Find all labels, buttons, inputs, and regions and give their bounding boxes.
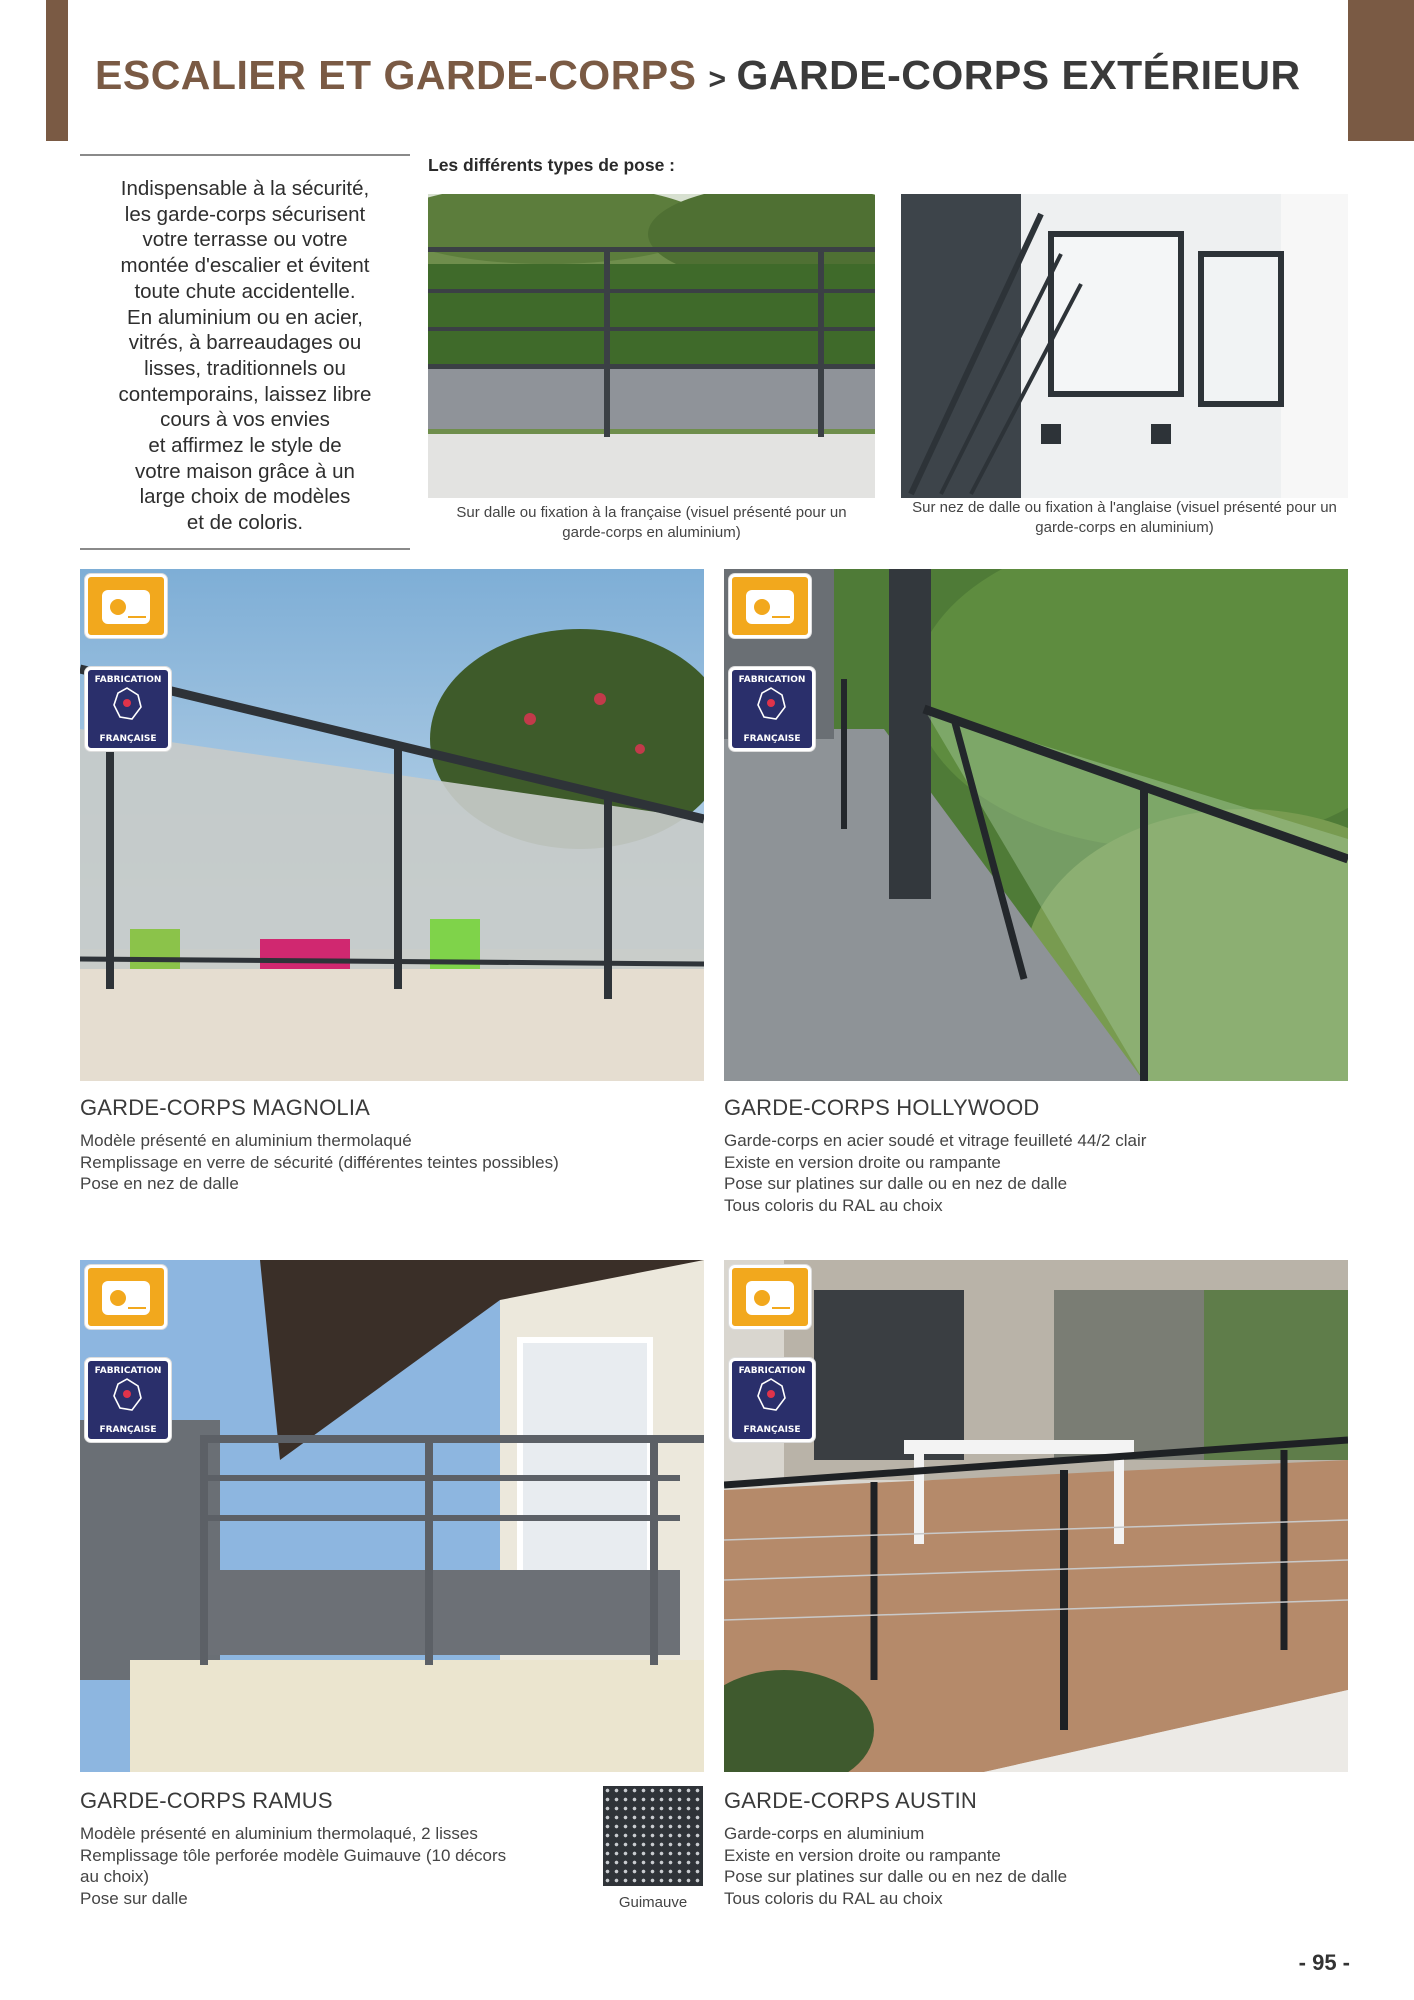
- badge-custom-size: [729, 574, 811, 638]
- badge-fabrication-francaise: [729, 667, 815, 751]
- badge-fab-line1: FABRICATION: [738, 675, 806, 685]
- swatch-guimauve: [603, 1786, 703, 1886]
- badge-fab-line2: FRANÇAISE: [88, 734, 168, 744]
- badge-fabrication-francaise: [85, 1358, 171, 1442]
- page-title: [95, 52, 1301, 112]
- product-photo-hollywood: [724, 569, 1348, 1081]
- title-subcategory: GARDE-CORPS EXTÉRIEUR: [736, 52, 1301, 98]
- badge-fab-line2: FRANÇAISE: [732, 734, 812, 744]
- france-map-icon: [756, 1378, 786, 1412]
- badge-fab-line1: FABRICATION: [94, 1366, 162, 1376]
- product-desc-magnolia: Modèle présenté en aluminium thermolaqué Remplissage en verre de sécurité (différentes teintes possibles) Pose en nez de dalle: [80, 1131, 559, 1193]
- product-photo-magnolia: [80, 569, 704, 1081]
- product-title-austin: GARDE-CORPS AUSTIN: [724, 1788, 977, 1813]
- pose-photo-nez-de-dalle: [901, 194, 1348, 498]
- france-map-icon: [112, 1378, 142, 1412]
- badge-fab-line2: FRANÇAISE: [88, 1425, 168, 1435]
- tape-measure-icon: [88, 1268, 164, 1326]
- pose-types-heading: Les différents types de pose :: [428, 155, 676, 175]
- product-photo-austin: [724, 1260, 1348, 1772]
- tape-measure-icon: [88, 577, 164, 635]
- badge-custom-size: [85, 574, 167, 638]
- header-accent-left: [46, 0, 68, 141]
- product-title-ramus: GARDE-CORPS RAMUS: [80, 1788, 333, 1813]
- title-separator: >: [708, 63, 727, 96]
- product-desc-hollywood: Garde-corps en acier soudé et vitrage feuilleté 44/2 clair Existe en version droite ou rampante Pose sur platines sur dalle ou en nez de dalle Tous coloris du RAL au choix: [724, 1131, 1147, 1215]
- badge-fabrication-francaise: [729, 1358, 815, 1442]
- product-desc-ramus: Modèle présenté en aluminium thermolaqué, 2 lisses Remplissage tôle perforée modèle Guimauve (10 décors au choix) Pose sur dalle: [80, 1824, 507, 1908]
- intro-text: Indispensable à la sécurité, les garde-corps sécurisent votre terrasse ou votre montée d'escalier et évitent toute chute accidentelle. En aluminium ou en acier, vitrés, à barreaudages ou lisses, traditionnels ou contemporains, laissez libre cours à vos envies et affirmez le style de votre maison grâce à un large choix de modèles et de coloris.: [118, 177, 372, 535]
- badge-custom-size: [85, 1265, 167, 1329]
- tape-measure-icon: [732, 1268, 808, 1326]
- product-desc-austin: Garde-corps en aluminium Existe en version droite ou rampante Pose sur platines sur dalle ou en nez de dalle Tous coloris du RAL au choix: [724, 1824, 1068, 1908]
- swatch-label-guimauve: Guimauve: [618, 1894, 688, 1911]
- pose-caption-nez-de-dalle: Sur nez de dalle ou fixation à l'anglaise (visuel présenté pour un garde-corps en aluminium): [912, 499, 1337, 536]
- pose-caption-sur-dalle: Sur dalle ou fixation à la française (visuel présenté pour un garde-corps en aluminium): [456, 504, 847, 541]
- pose-photo-sur-dalle: [428, 194, 875, 498]
- badge-custom-size: [729, 1265, 811, 1329]
- title-category: ESCALIER ET GARDE-CORPS: [95, 52, 697, 98]
- badge-fab-line1: FABRICATION: [738, 1366, 806, 1376]
- badge-fab-line1: FABRICATION: [94, 675, 162, 685]
- badge-fabrication-francaise: [85, 667, 171, 751]
- product-title-hollywood: GARDE-CORPS HOLLYWOOD: [724, 1095, 1040, 1120]
- france-map-icon: [756, 687, 786, 721]
- badge-fab-line2: FRANÇAISE: [732, 1425, 812, 1435]
- header-accent-right: [1348, 0, 1414, 141]
- product-title-magnolia: GARDE-CORPS MAGNOLIA: [80, 1095, 371, 1120]
- product-photo-ramus: [80, 1260, 704, 1772]
- tape-measure-icon: [732, 577, 808, 635]
- france-map-icon: [112, 687, 142, 721]
- page-number: - 95 -: [1298, 1950, 1350, 1975]
